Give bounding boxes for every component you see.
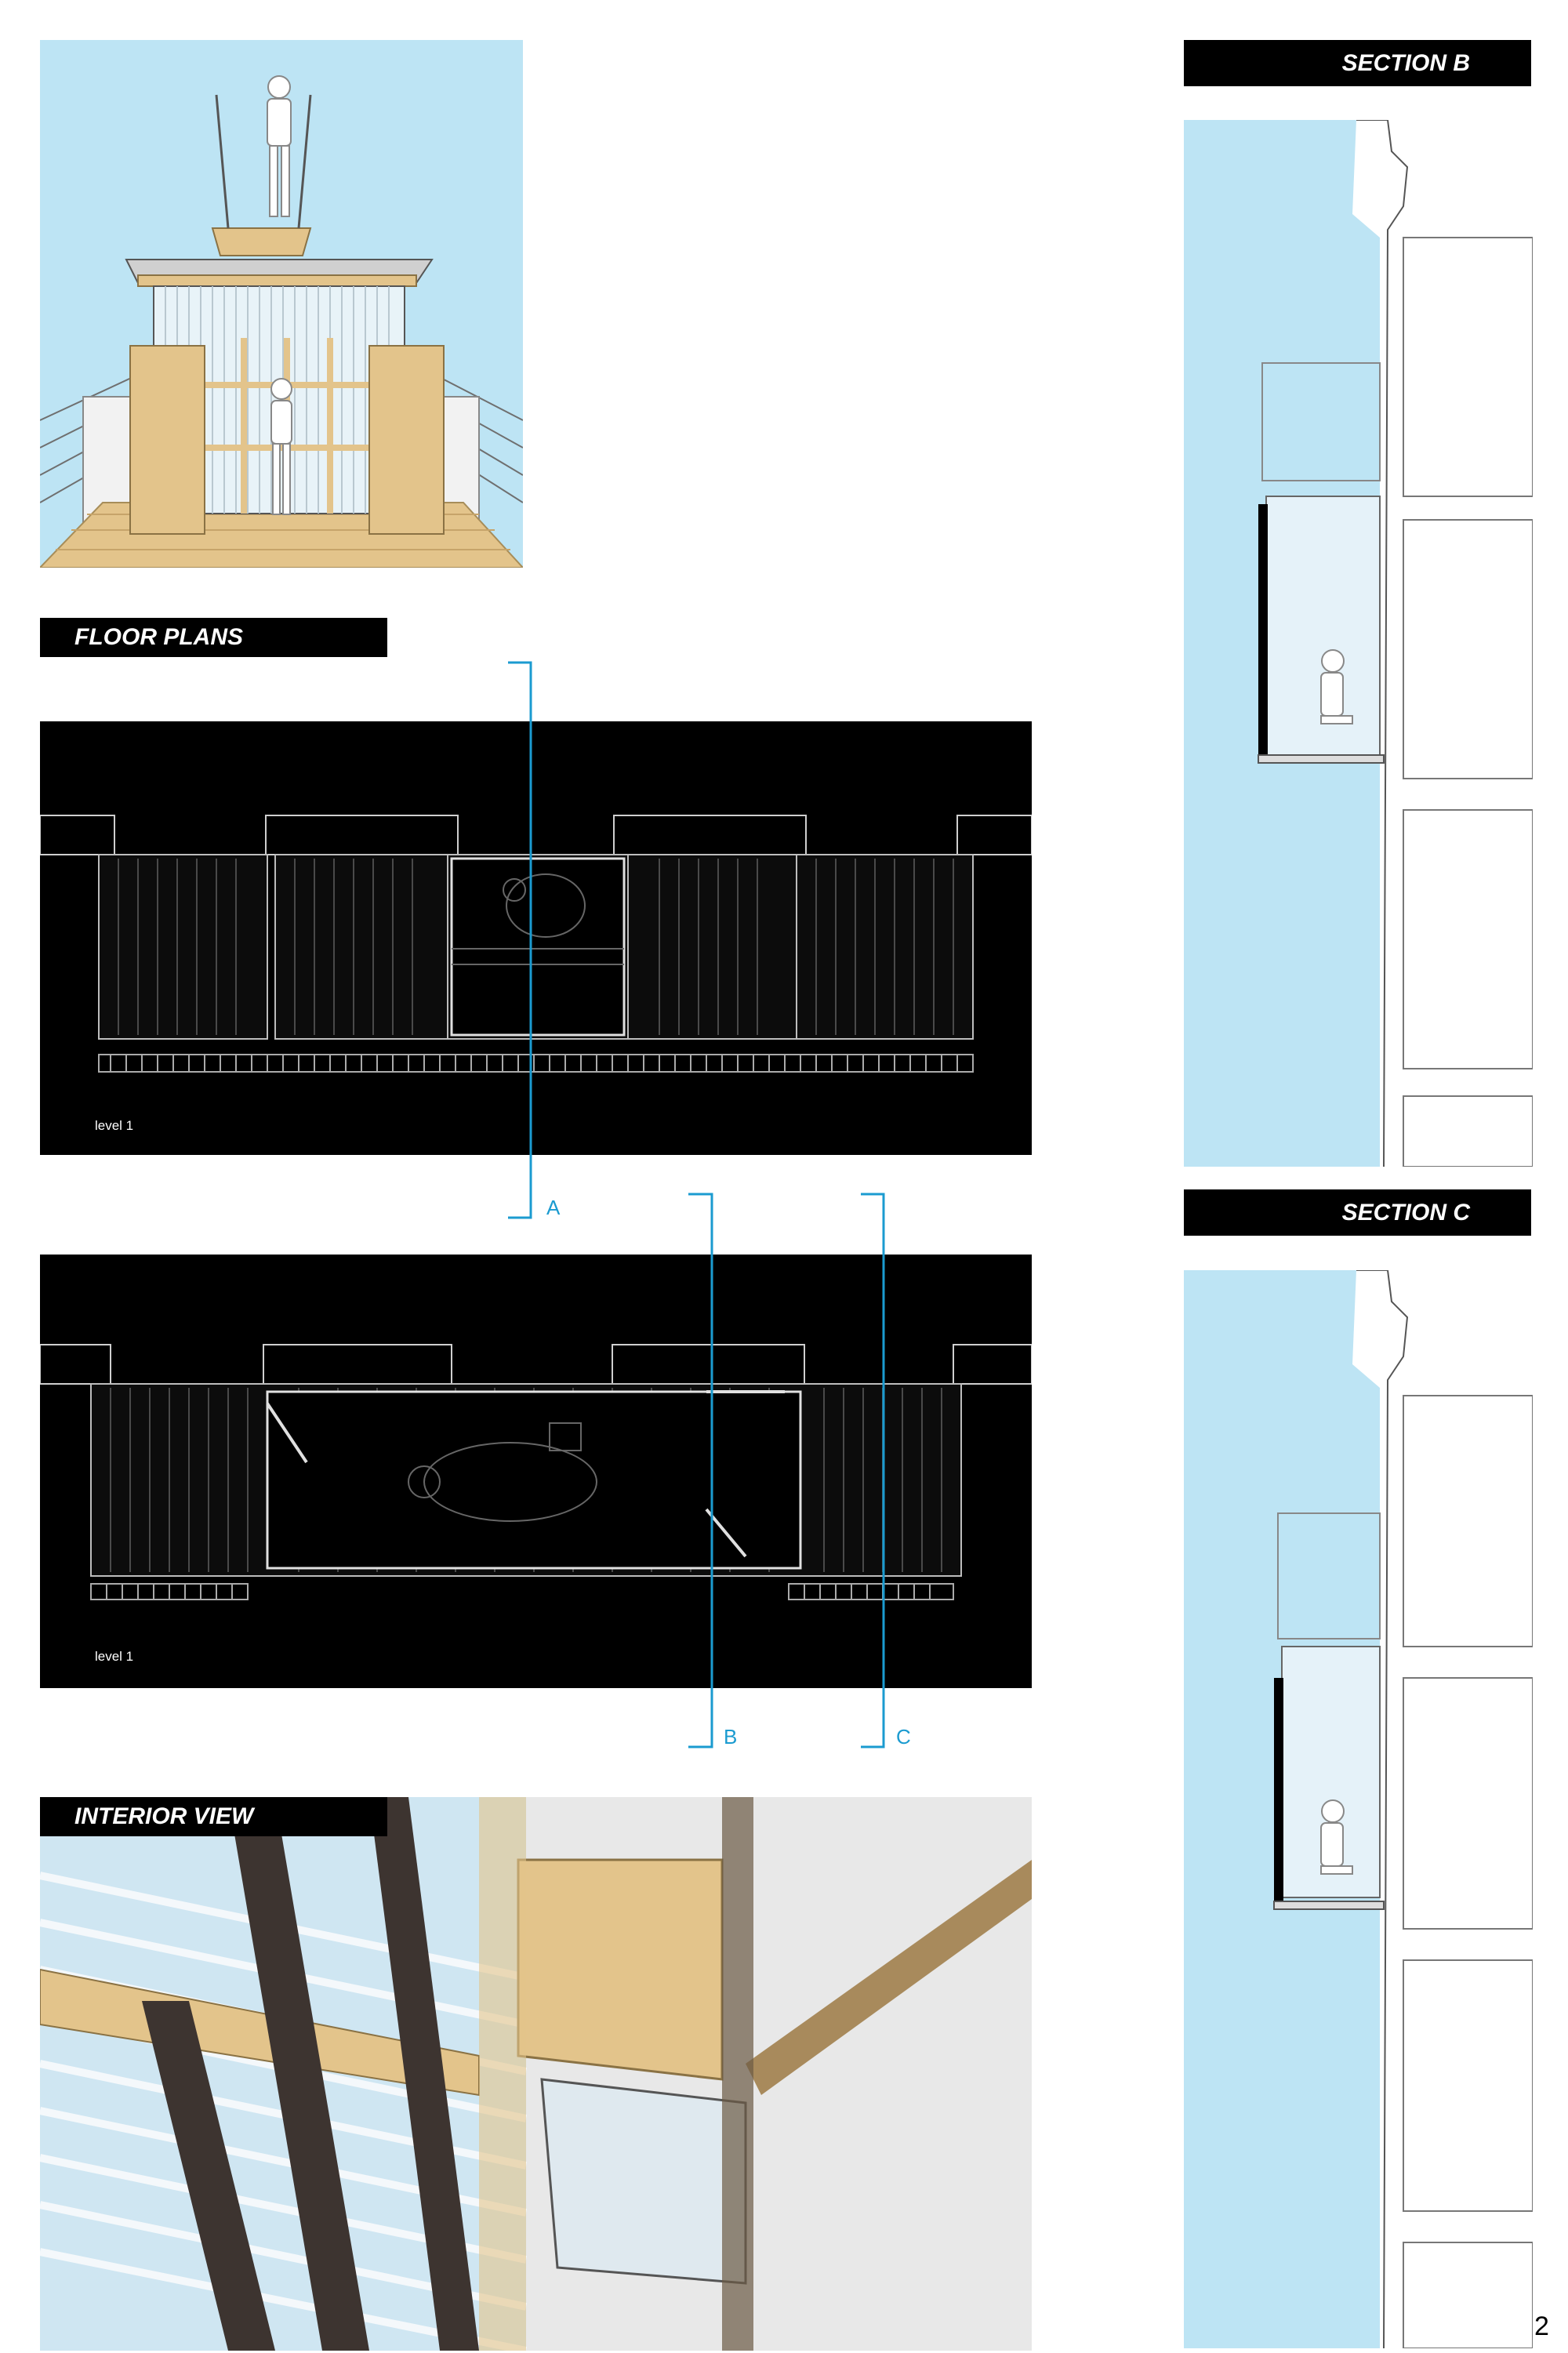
section-b-heading: SECTION B: [1184, 40, 1531, 86]
page-number: 2: [1534, 2311, 1549, 2341]
floor-plan-upper: [40, 721, 1032, 1155]
plan-upper-level-label: level 1: [95, 1118, 134, 1133]
plan-lower-level-label: level 1: [95, 1649, 134, 1664]
section-b-drawing: [1184, 120, 1533, 1167]
floor-plans-heading: FLOOR PLANS: [40, 618, 387, 657]
cut-label-c: C: [896, 1725, 911, 1748]
interior-view-heading: INTERIOR VIEW: [40, 1797, 387, 1836]
section-c-drawing: [1184, 1270, 1533, 2348]
interior-view: [40, 1797, 1032, 2351]
cut-label-b: B: [724, 1725, 738, 1748]
cut-label-a: A: [546, 1196, 561, 1219]
floor-plan-lower: [40, 1255, 1032, 1688]
perspective-view: [40, 40, 523, 568]
section-c-heading: SECTION C: [1184, 1189, 1531, 1236]
